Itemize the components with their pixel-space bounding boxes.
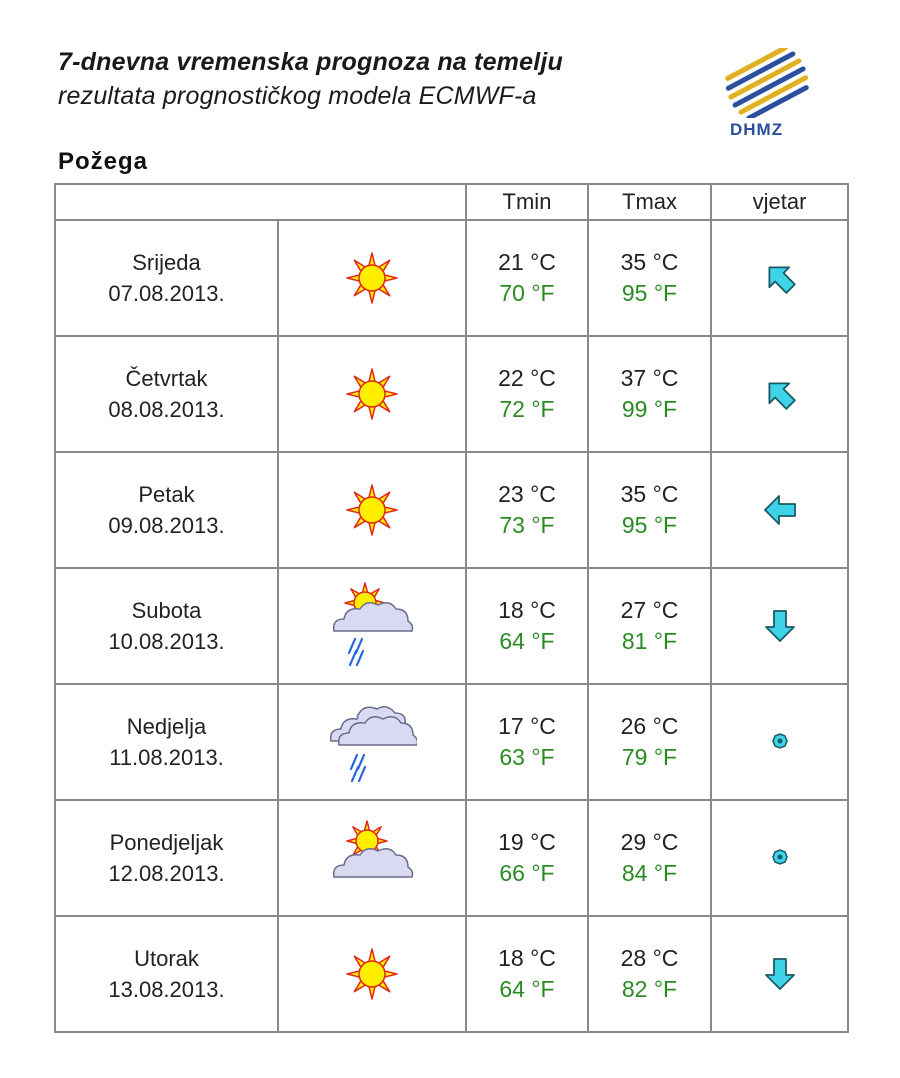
- header-tmin: Tmin: [466, 184, 588, 220]
- calm-icon: [760, 733, 800, 750]
- day-date: 11.08.2013.: [109, 745, 224, 770]
- tmax-celsius: 27 °C: [620, 597, 679, 623]
- location-name: Požega: [58, 148, 149, 175]
- table-header-row: [55, 184, 848, 220]
- tmin-celsius: 21 °C: [498, 249, 556, 275]
- table-row: [55, 916, 848, 1032]
- wind-cell: [711, 220, 848, 336]
- tmax-cell: [588, 800, 711, 916]
- header-empty: [55, 184, 466, 220]
- page-title: 7-dnevna vremenska prognoza na temelju: [58, 48, 563, 76]
- tmin-cell: [466, 800, 588, 916]
- arrow-down-icon: [760, 965, 800, 982]
- cloud-rain-icon: [327, 733, 417, 750]
- tmax-fahrenheit: 81 °F: [621, 628, 678, 654]
- day-name: Nedjelja: [126, 714, 207, 739]
- forecast-table: [54, 183, 849, 1033]
- tmin-fahrenheit: 63 °F: [499, 744, 555, 770]
- tmax-fahrenheit: 99 °F: [621, 396, 678, 422]
- table-row: [55, 220, 848, 336]
- tmax-cell: [588, 684, 711, 800]
- day-date: 10.08.2013.: [108, 629, 225, 654]
- arrow-down-icon: [760, 617, 800, 634]
- tmax-cell: [588, 568, 711, 684]
- table-row: [55, 800, 848, 916]
- tmax-celsius: 37 °C: [620, 365, 679, 391]
- tmax-fahrenheit: 95 °F: [621, 512, 678, 538]
- tmax-celsius: 26 °C: [620, 713, 679, 739]
- wind-cell: [711, 916, 848, 1032]
- tmax-celsius: 35 °C: [620, 481, 679, 507]
- wind-cell: [711, 568, 848, 684]
- day-name: Petak: [138, 482, 195, 507]
- tmin-fahrenheit: 72 °F: [499, 396, 555, 422]
- day-date: 08.08.2013.: [108, 397, 225, 422]
- tmin-cell: [466, 220, 588, 336]
- sunny-icon: [327, 269, 417, 286]
- day-name: Ponedjeljak: [109, 830, 224, 855]
- day-date: 12.08.2013.: [108, 861, 225, 886]
- tmax-celsius: 29 °C: [620, 829, 679, 855]
- table-row: [55, 568, 848, 684]
- sun-cloud-rain-icon: [327, 617, 417, 634]
- calm-icon: [760, 849, 800, 866]
- day-date: 07.08.2013.: [108, 281, 225, 306]
- tmin-celsius: 19 °C: [498, 829, 556, 855]
- day-date: 09.08.2013.: [108, 513, 225, 538]
- tmin-celsius: 18 °C: [498, 945, 556, 971]
- table-row: [55, 684, 848, 800]
- tmin-celsius: 18 °C: [498, 597, 556, 623]
- tmin-celsius: 17 °C: [498, 713, 556, 739]
- tmin-cell: [466, 336, 588, 452]
- weather-cell: [278, 568, 466, 684]
- day-cell: [55, 452, 278, 568]
- tmin-fahrenheit: 64 °F: [499, 628, 555, 654]
- wind-cell: [711, 684, 848, 800]
- logo-label: DHMZ: [730, 120, 784, 139]
- tmax-cell: [588, 220, 711, 336]
- tmin-fahrenheit: 73 °F: [499, 512, 555, 538]
- weather-cell: [278, 684, 466, 800]
- day-date: 13.08.2013.: [108, 977, 225, 1002]
- table-row: [55, 336, 848, 452]
- sun-cloud-icon: [327, 849, 417, 866]
- wind-cell: [711, 336, 848, 452]
- sunny-icon: [327, 501, 417, 518]
- weather-cell: [278, 452, 466, 568]
- day-name: Četvrtak: [125, 366, 208, 391]
- day-cell: [55, 220, 278, 336]
- day-name: Utorak: [134, 946, 199, 971]
- tmin-celsius: 22 °C: [498, 365, 556, 391]
- header-tmax: Tmax: [588, 184, 711, 220]
- sunny-icon: [327, 965, 417, 982]
- tmax-cell: [588, 452, 711, 568]
- tmax-cell: [588, 916, 711, 1032]
- weather-cell: [278, 336, 466, 452]
- day-cell: [55, 336, 278, 452]
- sunny-icon: [327, 385, 417, 402]
- weather-cell: [278, 800, 466, 916]
- tmax-fahrenheit: 84 °F: [621, 860, 678, 886]
- day-name: Subota: [131, 598, 202, 623]
- wind-cell: [711, 452, 848, 568]
- tmax-fahrenheit: 82 °F: [621, 976, 678, 1002]
- day-cell: [55, 800, 278, 916]
- tmax-celsius: 28 °C: [620, 945, 679, 971]
- tmax-cell: [588, 336, 711, 452]
- header-wind: vjetar: [711, 184, 848, 220]
- table-row: [55, 452, 848, 568]
- wind-cell: [711, 800, 848, 916]
- tmax-fahrenheit: 79 °F: [621, 744, 678, 770]
- day-cell: [55, 916, 278, 1032]
- tmin-fahrenheit: 66 °F: [499, 860, 555, 886]
- weather-cell: [278, 916, 466, 1032]
- arrow-up-left-icon: [760, 269, 800, 286]
- tmin-celsius: 23 °C: [498, 481, 556, 507]
- weather-cell: [278, 220, 466, 336]
- tmin-cell: [466, 568, 588, 684]
- page-subtitle: rezultata prognostičkog modela ECMWF-a: [58, 82, 537, 110]
- arrow-left-icon: [760, 501, 800, 518]
- tmin-cell: [466, 916, 588, 1032]
- tmax-fahrenheit: 95 °F: [621, 280, 678, 306]
- dhmz-logo: [724, 48, 810, 144]
- tmin-cell: [466, 452, 588, 568]
- tmin-fahrenheit: 64 °F: [499, 976, 555, 1002]
- tmin-cell: [466, 684, 588, 800]
- day-cell: [55, 684, 278, 800]
- day-cell: [55, 568, 278, 684]
- tmin-fahrenheit: 70 °F: [499, 280, 555, 306]
- dhmz-logo-icon: [724, 48, 810, 118]
- tmax-celsius: 35 °C: [620, 249, 679, 275]
- day-name: Srijeda: [132, 250, 201, 275]
- arrow-up-left-icon: [760, 385, 800, 402]
